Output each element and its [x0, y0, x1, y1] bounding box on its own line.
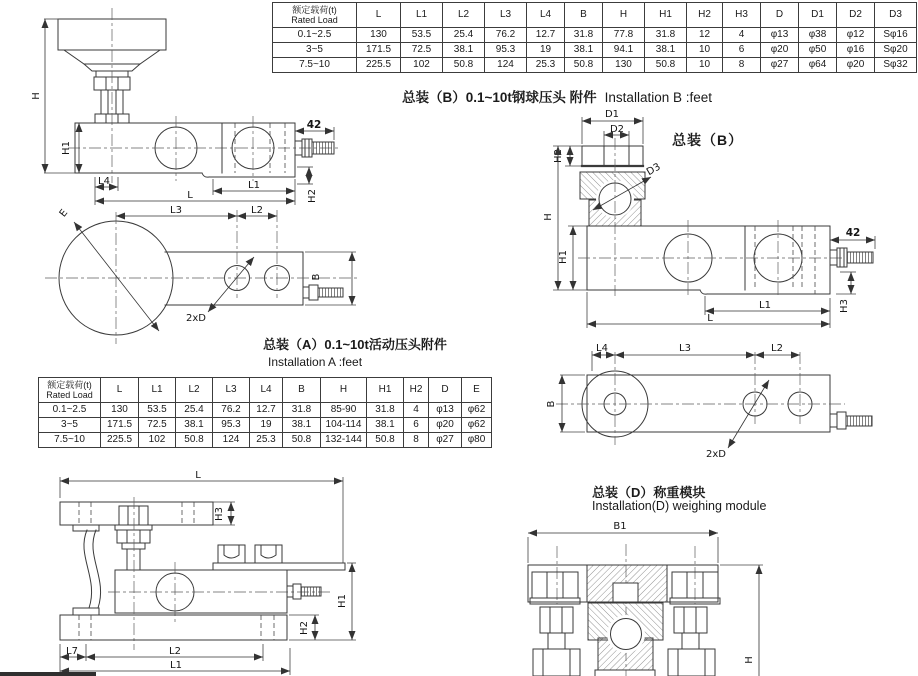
column-header-b: B	[565, 3, 603, 28]
table-cell: 31.8	[565, 28, 603, 43]
column-header-l1: L1	[401, 3, 443, 28]
caption-installation-b-zh: 总装（B）0.1~10t钢球压头 附件	[402, 90, 597, 105]
table-cell: 50.8	[443, 58, 485, 73]
table-cell: 50.8	[283, 433, 321, 448]
table-cell: 19	[527, 43, 565, 58]
table-cell: Sφ16	[875, 28, 917, 43]
table-cell: φ62	[462, 418, 492, 433]
caption-installation-b-en: Installation B :feet	[604, 90, 712, 105]
dim-label-h: H	[744, 656, 755, 664]
table-cell: 19	[250, 418, 283, 433]
table-cell: 31.8	[645, 28, 687, 43]
table-cell: 10	[687, 43, 723, 58]
column-header-l2: L2	[443, 3, 485, 28]
dim-label-cable-42: 42	[845, 227, 861, 239]
column-header-l: L	[101, 378, 139, 403]
drawing-b-title: 总装（B）	[672, 132, 744, 148]
column-header-h2: H2	[404, 378, 429, 403]
table-cell: 94.1	[603, 43, 645, 58]
caption-installation-b	[402, 86, 712, 106]
table-cell: 4	[404, 403, 429, 418]
table-cell: 38.1	[283, 418, 321, 433]
dim-label-e: E	[57, 207, 71, 220]
dim-label-l2: L2	[169, 646, 181, 657]
dim-label-h1: H1	[337, 594, 348, 608]
dim-label-2xd: 2xD	[706, 449, 726, 460]
column-header-h: H	[603, 3, 645, 28]
table-cell: 10	[687, 58, 723, 73]
table-cell: 38.1	[565, 43, 603, 58]
dim-label-b: B	[311, 273, 322, 281]
table-row	[273, 28, 917, 43]
table-cell: 12.7	[527, 28, 565, 43]
dim-label-l3: L3	[679, 343, 691, 354]
table-cell: 38.1	[645, 43, 687, 58]
table-cell: 25.4	[443, 28, 485, 43]
dim-label-l2: L2	[251, 205, 263, 216]
table-cell: 25.3	[250, 433, 283, 448]
dim-label-l4: L4	[98, 176, 110, 187]
table-cell: 3~5	[39, 418, 101, 433]
table-row	[273, 43, 917, 58]
table-cell: 76.2	[213, 403, 250, 418]
table-cell: 6	[723, 43, 761, 58]
table-cell: 38.1	[367, 418, 404, 433]
dim-label-h3: H3	[839, 299, 850, 313]
table-cell: 124	[213, 433, 250, 448]
table-cell: 53.5	[139, 403, 176, 418]
table-cell: Sφ32	[875, 58, 917, 73]
dim-label-h: H	[31, 92, 42, 100]
drawing-mounting-assembly-side-view	[0, 470, 356, 676]
drawing-installation-a-plan-view	[45, 205, 358, 344]
column-header-d1: D1	[799, 3, 837, 28]
table-cell: 72.5	[139, 418, 176, 433]
page-edge-artifact	[0, 672, 96, 676]
dim-label-h1: H1	[558, 250, 569, 264]
table-cell: 102	[139, 433, 176, 448]
table-cell: 7.5~10	[39, 433, 101, 448]
table-cell: 104-114	[321, 418, 367, 433]
dim-label-b1: B1	[613, 521, 627, 532]
table-cell: 102	[401, 58, 443, 73]
column-header-l1: L1	[139, 378, 176, 403]
column-header-b: B	[283, 378, 321, 403]
column-header-d: D	[761, 3, 799, 28]
dim-label-d3: D3	[644, 161, 663, 179]
dim-label-l3: L3	[170, 205, 182, 216]
dim-label-l1: L1	[759, 300, 771, 311]
drawing-installation-d-weighing-module	[528, 521, 763, 676]
drawing-installation-b-plan-view	[546, 343, 872, 460]
column-header-l: L	[357, 3, 401, 28]
table-cell: φ13	[761, 28, 799, 43]
table-cell: φ38	[799, 28, 837, 43]
table-cell: 95.3	[485, 43, 527, 58]
table-cell: 130	[603, 58, 645, 73]
table-cell: φ50	[799, 43, 837, 58]
table-cell: φ20	[761, 43, 799, 58]
table-cell: φ27	[429, 433, 462, 448]
table-cell: 76.2	[485, 28, 527, 43]
table-row	[39, 433, 492, 448]
column-header-l3: L3	[485, 3, 527, 28]
table-cell: 31.8	[283, 403, 321, 418]
table-cell: φ27	[761, 58, 799, 73]
table-cell: 85-90	[321, 403, 367, 418]
table-cell: 0.1~2.5	[39, 403, 101, 418]
dim-label-l1: L1	[170, 660, 182, 671]
rated-load-header: 额定载荷(t) Rated Load	[273, 3, 357, 28]
column-header-l4: L4	[250, 378, 283, 403]
table-cell: φ62	[462, 403, 492, 418]
dim-label-h1: H1	[61, 141, 72, 155]
table-cell: φ80	[462, 433, 492, 448]
table-cell: 171.5	[357, 43, 401, 58]
column-header-d: D	[429, 378, 462, 403]
dim-label-d2: D2	[609, 124, 625, 135]
dim-label-l: L	[195, 470, 201, 481]
table-cell: φ64	[799, 58, 837, 73]
table-cell: 4	[723, 28, 761, 43]
dim-label-2xd: 2xD	[186, 313, 206, 324]
column-header-e: E	[462, 378, 492, 403]
dim-label-l7: L7	[66, 646, 78, 657]
table-cell: 50.8	[176, 433, 213, 448]
dim-label-l1: L1	[248, 180, 260, 191]
table-cell: φ16	[837, 43, 875, 58]
table-cell: 31.8	[367, 403, 404, 418]
column-header-h3: H3	[723, 3, 761, 28]
dim-label-h2: H2	[307, 189, 318, 203]
dim-label-h2: H2	[553, 149, 564, 163]
table-cell: 38.1	[443, 43, 485, 58]
table-cell: φ20	[837, 58, 875, 73]
table-cell: 6	[404, 418, 429, 433]
caption-installation-d-zh: 总装（D）称重模块	[592, 485, 706, 500]
column-header-l3: L3	[213, 378, 250, 403]
table-cell: 225.5	[357, 58, 401, 73]
table-cell: 12	[687, 28, 723, 43]
table-row	[39, 403, 492, 418]
column-header-h1: H1	[367, 378, 404, 403]
dimension-table-installation-a	[38, 377, 492, 448]
table-cell: 25.4	[176, 403, 213, 418]
table-cell: 3~5	[273, 43, 357, 58]
dim-label-l: L	[707, 313, 713, 324]
dim-label-h3: H3	[214, 507, 225, 521]
rated-load-header: 额定载荷(t) Rated Load	[39, 378, 101, 403]
table-cell: φ20	[429, 418, 462, 433]
table-cell: Sφ20	[875, 43, 917, 58]
table-cell: 38.1	[176, 418, 213, 433]
column-header-d2: D2	[837, 3, 875, 28]
dim-label-l: L	[187, 190, 193, 201]
table-cell: 8	[404, 433, 429, 448]
table-header-row	[39, 378, 492, 403]
dim-label-b: B	[546, 400, 557, 408]
column-header-h2: H2	[687, 3, 723, 28]
table-cell: 171.5	[101, 418, 139, 433]
dim-label-h: H	[543, 213, 554, 221]
table-cell: 0.1~2.5	[273, 28, 357, 43]
table-cell: φ12	[837, 28, 875, 43]
table-cell: φ13	[429, 403, 462, 418]
dim-label-l2: L2	[771, 343, 783, 354]
dim-label-cable-42: 42	[306, 119, 322, 131]
table-cell: 25.3	[527, 58, 565, 73]
column-header-d3: D3	[875, 3, 917, 28]
table-cell: 124	[485, 58, 527, 73]
table-cell: 50.8	[367, 433, 404, 448]
caption-installation-a-zh: 总装（A）0.1~10t活动压头附件	[263, 337, 447, 352]
dimension-table-installation-b	[272, 2, 917, 73]
column-header-l2: L2	[176, 378, 213, 403]
table-cell: 132-144	[321, 433, 367, 448]
caption-installation-a-en: Installation A :feet	[268, 355, 363, 369]
column-header-l4: L4	[527, 3, 565, 28]
caption-installation-d-en: Installation(D) weighing module	[592, 499, 767, 513]
table-cell: 12.7	[250, 403, 283, 418]
table-cell: 50.8	[645, 58, 687, 73]
dim-label-h2: H2	[299, 621, 310, 635]
column-header-h1: H1	[645, 3, 687, 28]
table-cell: 225.5	[101, 433, 139, 448]
table-cell: 7.5~10	[273, 58, 357, 73]
column-header-h: H	[321, 378, 367, 403]
table-cell: 77.8	[603, 28, 645, 43]
table-row	[273, 58, 917, 73]
table-cell: 130	[357, 28, 401, 43]
table-cell: 72.5	[401, 43, 443, 58]
table-cell: 95.3	[213, 418, 250, 433]
table-header-row	[273, 3, 917, 28]
dim-label-d1: D1	[604, 109, 620, 120]
table-cell: 8	[723, 58, 761, 73]
table-cell: 53.5	[401, 28, 443, 43]
dim-label-l4: L4	[596, 343, 608, 354]
table-row	[39, 418, 492, 433]
table-cell: 50.8	[565, 58, 603, 73]
table-cell: 130	[101, 403, 139, 418]
